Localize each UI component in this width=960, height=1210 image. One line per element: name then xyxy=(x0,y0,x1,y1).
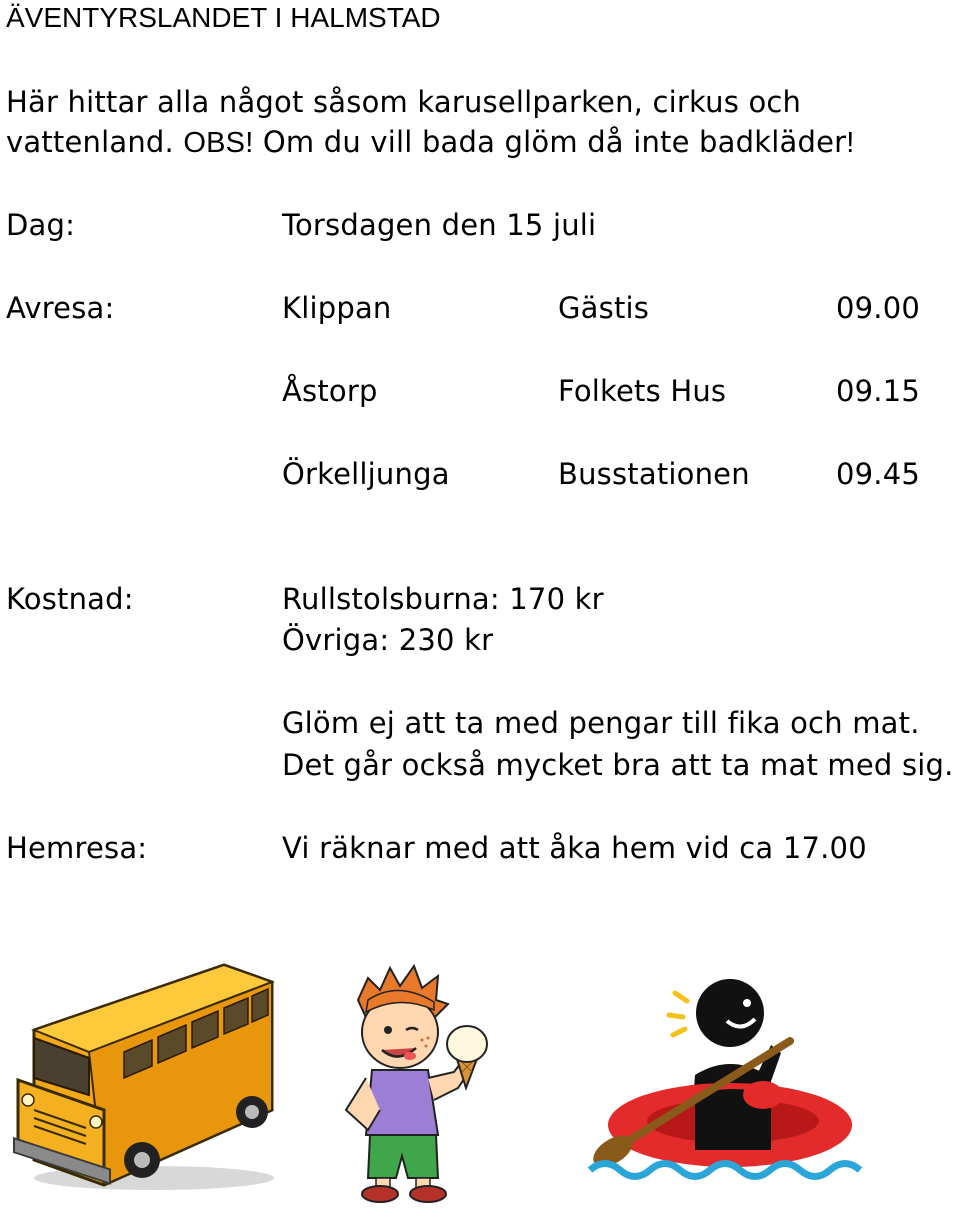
stop-1-time: 09.00 xyxy=(836,291,921,325)
return-label: Hemresa: xyxy=(6,831,148,865)
cost-label: Kostnad: xyxy=(6,582,134,616)
intro-line-2-end: Om du vill bada glöm då inte badkläder xyxy=(253,125,847,159)
stop-2-location: Folkets Hus xyxy=(558,374,727,408)
boy-shirt xyxy=(366,1070,438,1135)
rafting-illustration xyxy=(585,975,865,1190)
boy-shorts xyxy=(368,1135,438,1178)
exclamation-mark: ! xyxy=(846,127,855,159)
boy-shoe-left xyxy=(362,1186,398,1202)
bus-headlight-left xyxy=(22,1094,34,1106)
cost-wheelchair: Rullstolsburna: 170 kr xyxy=(282,582,604,616)
stop-3-place: Örkelljunga xyxy=(282,457,450,491)
stop-2-place: Åstorp xyxy=(282,374,378,408)
departure-label: Avresa: xyxy=(6,291,115,325)
splash-lines xyxy=(669,993,687,1035)
intro-line-2-start: vattenland. xyxy=(6,125,184,159)
note-line-1: Glöm ej att ta med pengar till fika och mat. xyxy=(282,706,920,740)
boy-eye xyxy=(384,1026,392,1034)
boy-shoe-right xyxy=(410,1186,446,1202)
page-title: ÄVENTYRSLANDET I HALMSTAD xyxy=(6,2,441,33)
boy-tongue xyxy=(404,1052,416,1060)
stop-3-location: Busstationen xyxy=(558,457,750,491)
day-label: Dag: xyxy=(6,208,76,242)
day-value: Torsdagen den 15 juli xyxy=(282,208,597,242)
stop-1-place: Klippan xyxy=(282,291,392,325)
rafter-eye xyxy=(743,999,751,1007)
water-waves xyxy=(590,1164,860,1177)
stop-1-location: Gästis xyxy=(558,291,650,325)
cost-others: Övriga: 230 kr xyxy=(282,623,494,657)
note-line-2: Det går också mycket bra att ta mat med sig. xyxy=(282,748,954,782)
bus-headlight-right xyxy=(90,1116,102,1128)
stop-2-time: 09.15 xyxy=(836,374,921,408)
intro-line-1: Här hittar alla något såsom karusellparken, cirkus och xyxy=(6,85,802,119)
boy-with-ice-cream-illustration xyxy=(338,960,508,1205)
return-value: Vi räknar med att åka hem vid ca 17.00 xyxy=(282,831,867,865)
rafter-head xyxy=(696,979,764,1047)
stop-3-time: 09.45 xyxy=(836,457,921,491)
obs-text: OBS! xyxy=(183,127,254,159)
intro-line-2 xyxy=(6,124,855,161)
ice-cream-scoop xyxy=(447,1026,487,1062)
school-bus-illustration xyxy=(4,960,284,1200)
